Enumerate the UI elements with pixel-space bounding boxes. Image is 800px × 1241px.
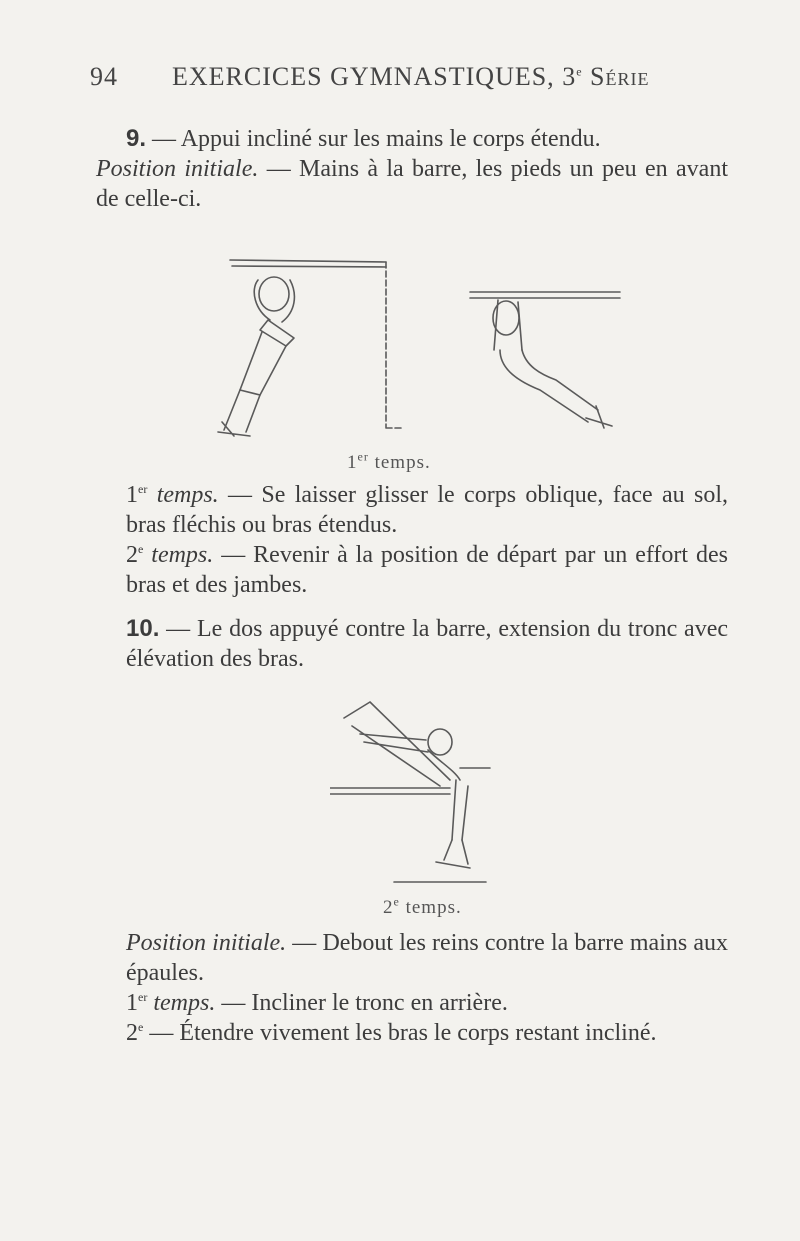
exercise-9-title: 9. — Appui incliné sur les mains le corps étendu. bbox=[126, 125, 601, 152]
page-number: 94 bbox=[90, 62, 118, 91]
exercise-10-step-2: 2e — Étendre vivement les bras le corps restant incliné. bbox=[126, 1020, 657, 1046]
figure-2-caption: 2e temps. bbox=[383, 894, 462, 918]
exercise-10-title: 10. — Le dos appuyé contre la barre, extension du tronc avec élévation des bras. bbox=[126, 615, 728, 672]
figure-1-caption: 1er temps. bbox=[347, 449, 431, 473]
exercise-9-paragraph bbox=[96, 124, 728, 214]
exercise-10-paragraph bbox=[96, 614, 728, 674]
running-title: EXERCICES GYMNASTIQUES, 3e Série bbox=[172, 62, 650, 91]
exercise-10-body bbox=[96, 928, 728, 1048]
exercise-10-step-1: 1er temps. — Incliner le tronc en arrière. bbox=[126, 990, 508, 1016]
exercise-9-step-2: 2e temps. — Revenir à la position de départ par un effort des bras et des jambes. bbox=[126, 542, 729, 598]
exercise-10-position: Position initiale. — Debout les reins contre la barre mains aux épaules. bbox=[126, 930, 728, 986]
exercise-9-step-1: 1er temps. — Se laisser glisser le corps oblique, face au sol, bras fléchis ou bras étendus. bbox=[126, 482, 729, 538]
figure-2-illustration bbox=[330, 690, 510, 890]
figure-1-illustration bbox=[200, 250, 640, 450]
exercise-9-position: Position initiale. — Mains à la barre, les pieds un peu en avant de celle-ci. bbox=[96, 156, 728, 212]
exercise-9-steps bbox=[96, 480, 728, 600]
